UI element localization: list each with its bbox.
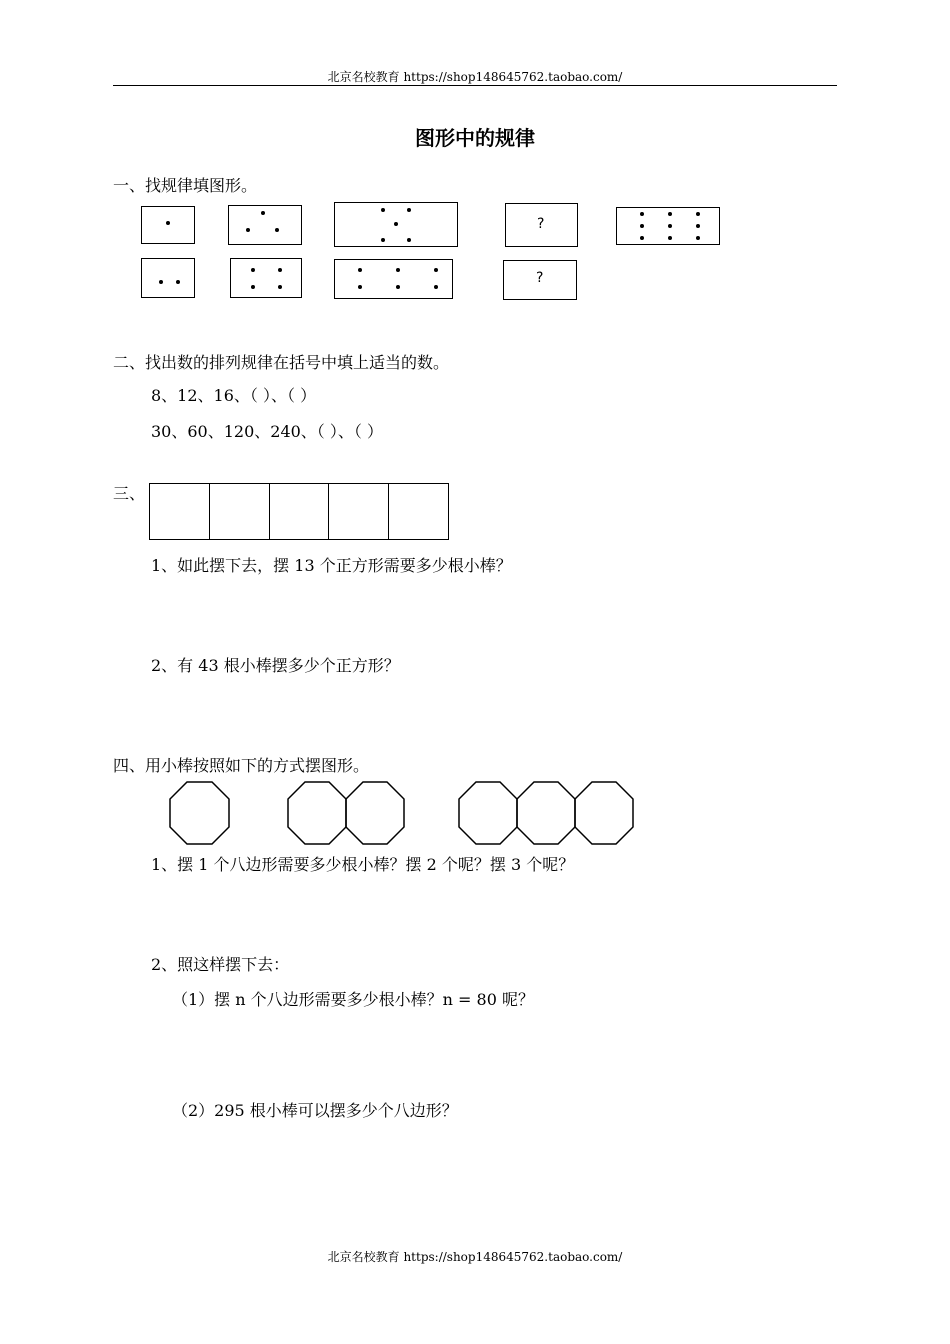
section3-question-1: 1、如此摆下去，摆 13 个正方形需要多少根小棒？ <box>151 556 512 575</box>
sequence-line-2: 30、60、120、240、（ ）、（ ） <box>151 422 383 441</box>
sequence-line-1: 8、12、16、（ ）、（ ） <box>151 386 317 405</box>
section1-heading: 一、找规律填图形。 <box>113 176 258 195</box>
section4-question-2a: （1）摆 n 个八边形需要多少根小棒？n = 80 呢？ <box>172 990 534 1009</box>
page-footer: 北京名校教育 https://shop148645762.taobao.com/ <box>327 1250 623 1264</box>
page-header: 北京名校教育 https://shop148645762.taobao.com/ <box>327 70 623 84</box>
octagon <box>459 782 517 844</box>
octagon <box>346 782 404 844</box>
octagon <box>288 782 346 844</box>
octagon <box>517 782 575 844</box>
question-mark: ? <box>536 270 544 286</box>
section4-heading: 四、用小棒按照如下的方式摆图形。 <box>113 756 370 775</box>
section3-question-2: 2、有 43 根小棒摆多少个正方形？ <box>151 656 400 675</box>
section4-question-1: 1、摆 1 个八边形需要多少根小棒？摆 2 个呢？摆 3 个呢？ <box>151 855 575 874</box>
page-title: 图形中的规律 <box>415 126 535 150</box>
question-mark: ? <box>537 216 545 232</box>
section4-question-2b: （2）295 根小棒可以摆多少个八边形？ <box>172 1101 458 1120</box>
octagon <box>575 782 633 844</box>
section4-question-2: 2、照这样摆下去： <box>151 955 290 974</box>
section3-heading: 三、 <box>113 484 146 503</box>
section2-heading: 二、找出数的排列规律在括号中填上适当的数。 <box>113 353 450 372</box>
octagon <box>170 782 229 844</box>
